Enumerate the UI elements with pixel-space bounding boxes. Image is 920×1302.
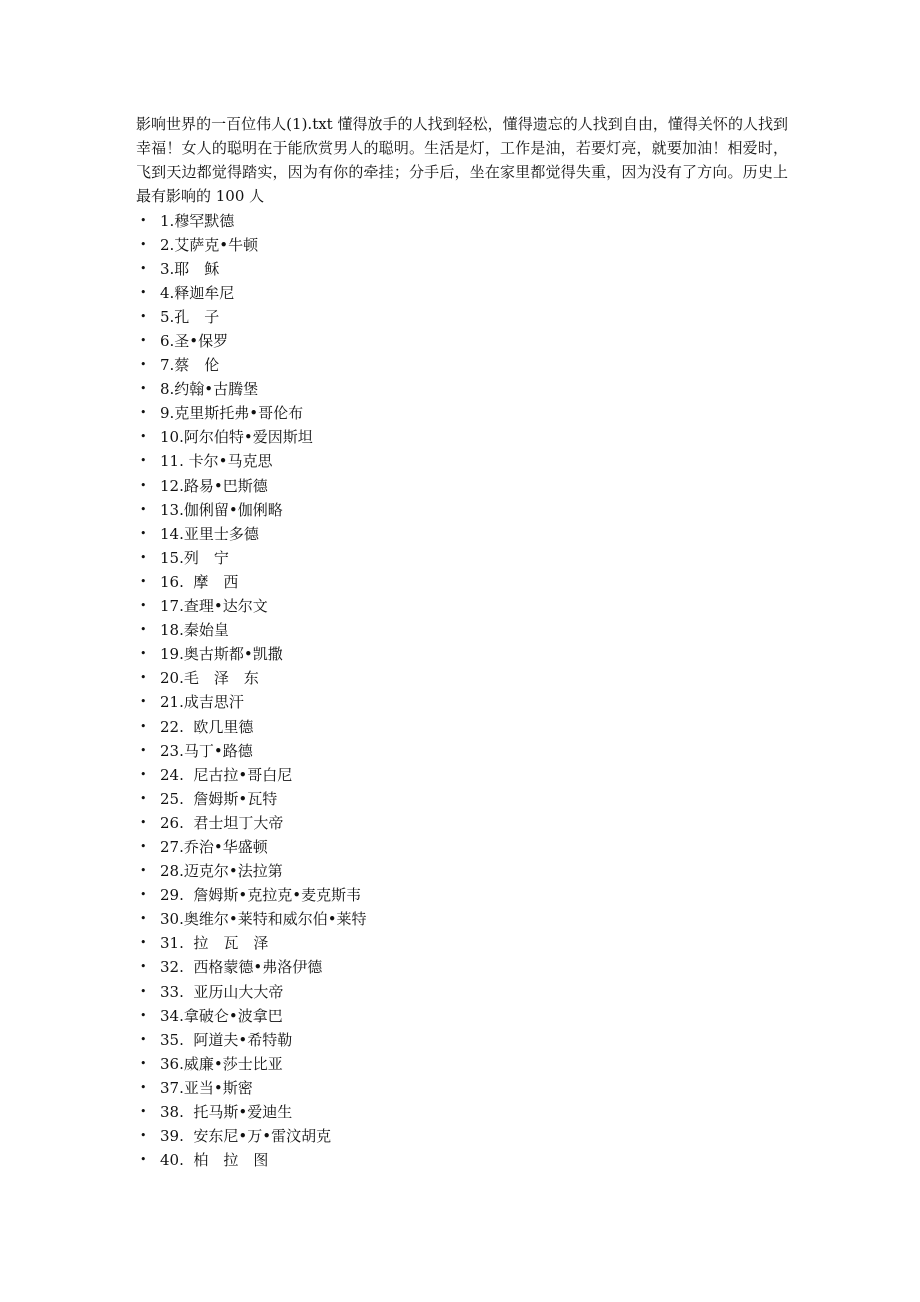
list-item-text: 36.威廉•莎士比亚 [160,1054,283,1073]
bullet-icon: • [140,815,147,829]
list-item-text: 20.毛 泽 东 [160,669,259,688]
list-item-text: 5.孔 子 [160,307,220,326]
list-item-text: 31. 拉 瓦 泽 [160,934,269,953]
list-item-text: 24. 尼古拉•哥白尼 [160,765,293,784]
list-item-text: 9.克里斯托弗•哥伦布 [160,404,304,423]
bullet-icon: • [140,406,147,420]
list-item [136,714,796,738]
list-item [136,762,796,786]
intro-paragraph: 影响世界的一百位伟人(1).txt 懂得放手的人找到轻松，懂得遗忘的人找到自由，懂得关怀的人找到幸福！女人的聪明在于能欣赏男人的聪明。生活是灯，工作是油，若要灯亮，就要加油！相爱时，飞到天边都觉得踏实，因为有你的牵挂；分手后，坐在家里都觉得失重，因为没有了方向。历史上最有影响的 100 人 [136,115,788,205]
list-item [136,786,796,810]
list-item [136,401,796,425]
bullet-icon: • [140,358,147,372]
list-item [136,690,796,714]
list-item [136,377,796,401]
list-item [136,425,796,449]
list-item [136,642,796,666]
list-item [136,834,796,858]
bullet-icon: • [140,502,147,516]
bullet-icon: • [140,984,147,998]
bullet-icon: • [140,960,147,974]
list-item-text: 34.拿破仑•波拿巴 [160,1006,283,1025]
bullet-icon: • [140,1080,147,1094]
list-item [136,810,796,834]
bullet-icon: • [140,791,147,805]
bullet-icon: • [140,1129,147,1143]
list-item-text: 10.阿尔伯特•爱因斯坦 [160,428,313,447]
list-item-text: 22. 欧几里德 [160,717,254,736]
list-item [136,232,796,256]
list-item-text: 29. 詹姆斯•克拉克•麦克斯韦 [160,886,362,905]
list-item [136,618,796,642]
bullet-icon: • [140,647,147,661]
list-item [136,208,796,232]
bullet-icon: • [140,839,147,853]
list-item-text: 27.乔治•华盛顿 [160,837,268,856]
bullet-icon: • [140,550,147,564]
list-item-text: 26. 君士坦丁大帝 [160,813,284,832]
list-item-text: 4.释迦牟尼 [160,283,235,302]
bullet-icon: • [140,237,147,251]
list-item [136,931,796,955]
bullet-icon: • [140,1008,147,1022]
list-item [136,1148,796,1172]
list-item-text: 23.马丁•路德 [160,741,253,760]
list-item-text: 30.奥维尔•莱特和威尔伯•莱特 [160,910,367,929]
list-item [136,1099,796,1123]
list-item [136,256,796,280]
bullet-icon: • [140,623,147,637]
bullet-icon: • [140,743,147,757]
list-item [136,1003,796,1027]
list-item-text: 17.查理•达尔文 [160,597,268,616]
people-list [136,208,796,1172]
bullet-icon: • [140,1032,147,1046]
list-item-text: 3.耶 稣 [160,259,220,278]
bullet-icon: • [140,574,147,588]
list-item [136,955,796,979]
bullet-icon: • [140,454,147,468]
list-item [136,594,796,618]
list-item-text: 2.艾萨克•牛顿 [160,235,259,254]
list-item [136,883,796,907]
bullet-icon: • [140,478,147,492]
bullet-icon: • [140,912,147,926]
bullet-icon: • [140,599,147,613]
list-item-text: 33. 亚历山大大帝 [160,982,284,1001]
list-item [136,666,796,690]
list-item [136,569,796,593]
bullet-icon: • [140,936,147,950]
list-item [136,449,796,473]
bullet-icon: • [140,671,147,685]
list-item-text: 40. 柏 拉 图 [160,1151,269,1170]
list-item [136,1124,796,1148]
bullet-icon: • [140,1056,147,1070]
list-item [136,907,796,931]
list-item-text: 1.穆罕默德 [160,211,235,230]
bullet-icon: • [140,430,147,444]
list-item [136,1051,796,1075]
list-item [136,1075,796,1099]
bullet-icon: • [140,767,147,781]
list-item [136,859,796,883]
list-item-text: 14.亚里士多德 [160,524,259,543]
bullet-icon: • [140,1105,147,1119]
bullet-icon: • [140,334,147,348]
list-item [136,521,796,545]
list-item-text: 7.蔡 伦 [160,356,220,375]
bullet-icon: • [140,1153,147,1167]
list-item-text: 19.奥古斯都•凯撒 [160,645,283,664]
list-item-text: 32. 西格蒙德•弗洛伊德 [160,958,323,977]
bullet-icon: • [140,382,147,396]
bullet-icon: • [140,261,147,275]
bullet-icon: • [140,526,147,540]
list-item-text: 6.圣•保罗 [160,332,229,351]
list-item-text: 18.秦始皇 [160,621,229,640]
list-item-text: 11. 卡尔•马克思 [160,452,273,471]
list-item-text: 37.亚当•斯密 [160,1078,253,1097]
list-item-text: 15.列 宁 [160,548,229,567]
list-item [136,473,796,497]
list-item-text: 38. 托马斯•爱迪生 [160,1103,293,1122]
list-item [136,353,796,377]
list-item [136,1027,796,1051]
bullet-icon: • [140,719,147,733]
list-item-text: 12.路易•巴斯德 [160,476,268,495]
list-item [136,497,796,521]
list-item-text: 8.约翰•古腾堡 [160,380,259,399]
list-item [136,979,796,1003]
list-item-text: 13.伽俐留•伽俐略 [160,500,283,519]
list-item-text: 35. 阿道夫•希特勒 [160,1030,293,1049]
bullet-icon: • [140,864,147,878]
list-item [136,545,796,569]
list-item [136,280,796,304]
bullet-icon: • [140,888,147,902]
list-item-text: 16. 摩 西 [160,572,239,591]
bullet-icon: • [140,309,147,323]
list-item-text: 21.成吉思汗 [160,693,244,712]
bullet-icon: • [140,213,147,227]
list-item [136,328,796,352]
list-item [136,738,796,762]
list-item-text: 28.迈克尔•法拉第 [160,862,283,881]
bullet-icon: • [140,285,147,299]
list-item-text: 25. 詹姆斯•瓦特 [160,789,278,808]
list-item [136,304,796,328]
list-item-text: 39. 安东尼•万•雷汶胡克 [160,1127,332,1146]
bullet-icon: • [140,695,147,709]
